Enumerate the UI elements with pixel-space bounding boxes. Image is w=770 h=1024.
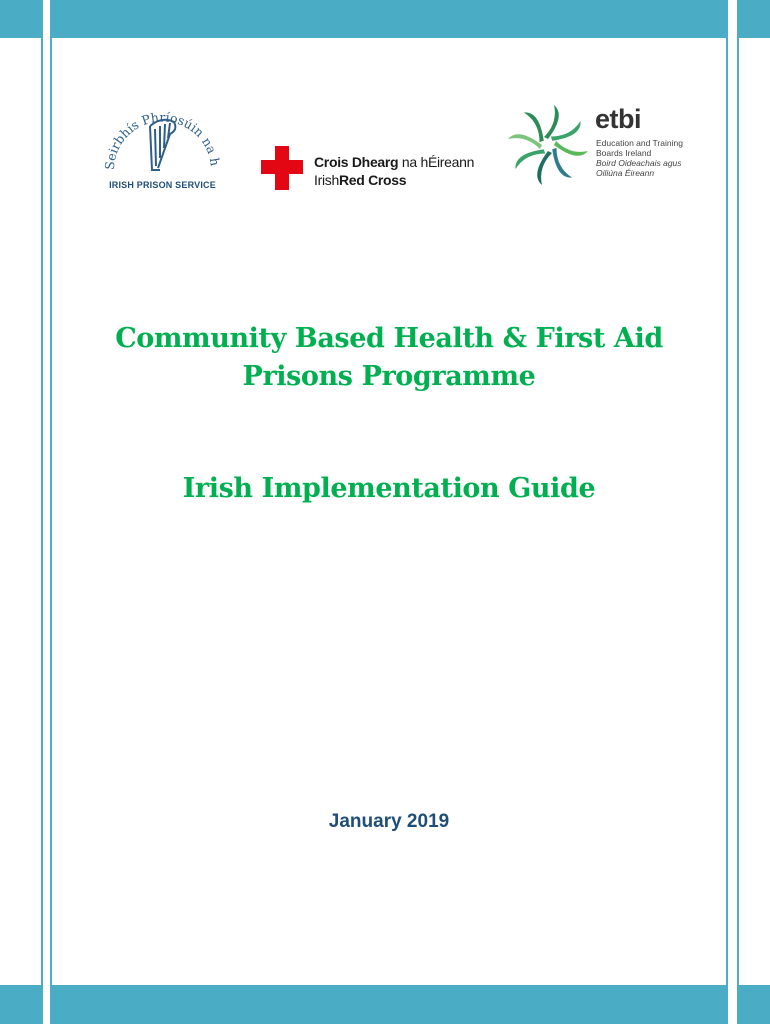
right-inner-rule bbox=[726, 38, 728, 985]
etbi-irish-subtitle: Boird Oideachais agus Oiliúna Éireann bbox=[596, 158, 682, 178]
document-date: January 2019 bbox=[328, 811, 450, 832]
right-bottom-strip bbox=[738, 985, 770, 1024]
document-title-line-1: Community Based Health & First Aid bbox=[115, 323, 663, 354]
left-top-strip bbox=[0, 0, 42, 38]
etbi-logo bbox=[505, 100, 685, 190]
etbi-spiral-icon bbox=[507, 102, 589, 188]
right-top-strip bbox=[738, 0, 770, 38]
right-outer-rule bbox=[737, 0, 739, 1024]
bottom-border-bar bbox=[50, 985, 728, 1024]
document-subtitle: Irish Implementation Guide bbox=[182, 473, 596, 504]
etbi-wordmark: etbi bbox=[595, 104, 642, 134]
irish-red-cross-logo bbox=[258, 140, 488, 196]
top-border-bar bbox=[50, 0, 728, 38]
harp-icon bbox=[100, 92, 225, 182]
left-inner-rule bbox=[50, 38, 52, 985]
left-bottom-strip bbox=[0, 985, 42, 1024]
etbi-english-subtitle: Education and Training Boards Ireland bbox=[596, 138, 683, 158]
red-cross-english-name: IrishRed Cross bbox=[314, 172, 407, 188]
left-outer-rule bbox=[41, 0, 43, 1024]
irish-prison-service-logo bbox=[100, 92, 225, 197]
red-cross-irish-name: Crois Dhearg na hÉireann bbox=[314, 154, 475, 170]
ips-caption: IRISH PRISON SERVICE bbox=[109, 180, 216, 190]
ips-arc-text: Seirbhís Phríosúin na h bbox=[101, 109, 223, 171]
red-cross-icon bbox=[260, 144, 306, 194]
document-title-line-2: Prisons Programme bbox=[242, 361, 536, 392]
